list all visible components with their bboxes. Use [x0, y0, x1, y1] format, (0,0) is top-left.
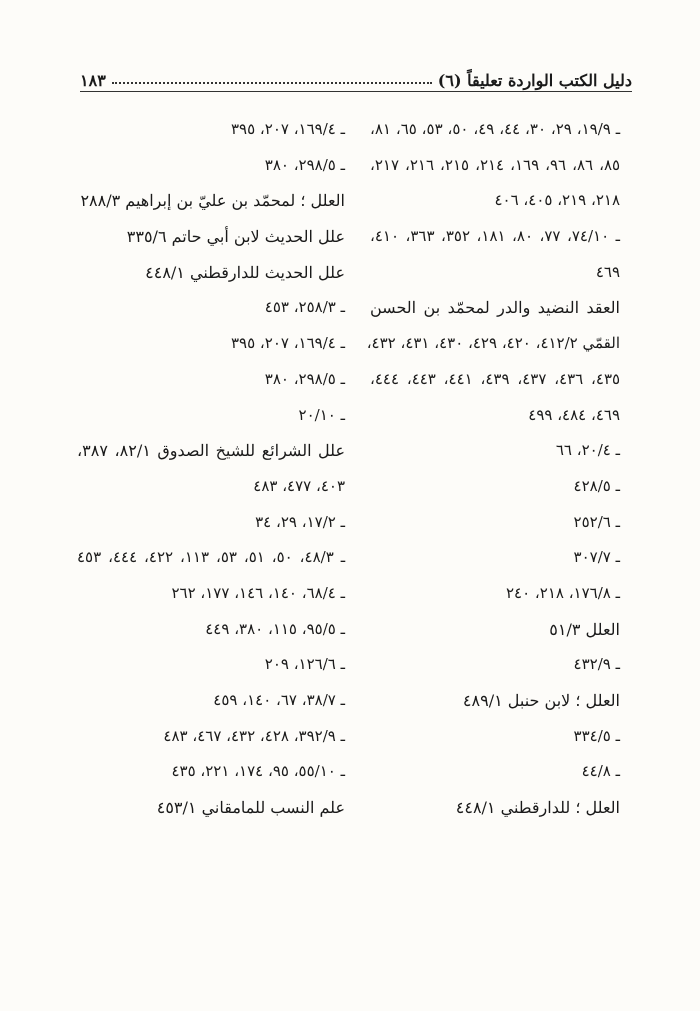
index-entry-line: ـ ١٦٩/٤، ٢٠٧، ٣٩٥: [230, 334, 345, 353]
index-entry-line: ـ ٢٠/١٠: [298, 405, 345, 424]
index-entry-line: ـ ٤٢٨/٥: [573, 476, 620, 495]
index-entry-line: ـ ٧٤/١٠، ٧٧، ٨٠، ١٨١، ٣٥٢، ٣٦٣، ٤١٠،: [370, 227, 621, 246]
leader-dots: [112, 81, 432, 84]
page-header: [80, 58, 632, 90]
index-column-left: [77, 112, 345, 826]
index-entry-line: ـ ١٢٦/٦، ٢٠٩: [264, 655, 345, 674]
index-entry-line: ـ ٢٥٢/٦: [573, 512, 620, 531]
index-entry-line: ٤٦٩، ٤٨٤، ٤٩٩: [528, 405, 620, 424]
index-entry-heading: علل الحديث لابن أبي حاتم ٣٣٥/٦: [126, 227, 345, 247]
index-entry-line: ٨٥، ٨٦، ٩٦، ١٦٩، ٢١٤، ٢١٥، ٢١٦، ٢١٧،: [370, 155, 621, 174]
header-rule: [80, 91, 632, 92]
index-entry-heading: علم النسب للمامقاني ٤٥٣/١: [156, 798, 345, 818]
index-entry-line: ـ ٣٨/٧، ٦٧، ١٤٠، ٤٥٩: [213, 691, 345, 709]
index-entry-line: ـ ٢٠/٤، ٦٦: [555, 441, 620, 460]
index-entry-line: ـ ١٩/٩، ٢٩، ٣٠، ٤٤، ٤٩، ٥٠، ٥٣، ٦٥، ٨١،: [370, 120, 621, 138]
index-entry-line: ـ ٩٥/٥، ١١٥، ٣٨٠، ٤٤٩: [205, 619, 345, 638]
index-entry-line: ٢١٨، ٢١٩، ٤٠٥، ٤٠٦: [494, 191, 620, 210]
index-entry-heading: العلل ؛ لمحمّد بن عليّ بن إبراهيم ٢٨٨/٣: [80, 191, 345, 211]
index-entry-heading: العلل ٥١/٣: [549, 619, 620, 639]
index-entry-line: القمّي ٤١٢/٢، ٤٢٠، ٤٢٩، ٤٣٠، ٤٣١، ٤٣٢،: [366, 334, 620, 353]
index-column-right: [366, 112, 621, 826]
index-entry-line: ـ ٤٣٢/٩: [573, 655, 620, 674]
index-entry-heading: العلل ؛ للدارقطني ٤٤٨/١: [455, 798, 620, 818]
index-entry-line: ـ ٢٥٨/٣، ٤٥٣: [264, 298, 345, 317]
index-entry-line: ـ ٤٨/٣، ٥٠، ٥١، ٥٣، ١١٣، ٤٢٢، ٤٤٤، ٤٥٣: [77, 548, 346, 567]
index-entry-line: ـ ٥٥/١٠، ٩٥، ١٧٤، ٢٢١، ٤٣٥: [171, 762, 345, 781]
index-entry-line: ـ ٢٩٨/٥، ٣٨٠: [264, 369, 345, 388]
page-number: ١٨٣: [80, 71, 106, 90]
index-entry-line: ـ ١٦٩/٤، ٢٠٧، ٣٩٥: [230, 120, 345, 138]
index-entry-heading: العقد النضيد والدر لمحمّد بن الحسن: [370, 298, 620, 318]
index-entry-line: ٤٣٥، ٤٣٦، ٤٣٧، ٤٣٩، ٤٤١، ٤٤٣، ٤٤٤،: [370, 369, 621, 388]
index-entry-line: ـ ٢٩٨/٥، ٣٨٠: [264, 155, 345, 174]
index-entry-line: ٤٦٩: [595, 262, 620, 281]
index-entry-heading: العلل ؛ لابن حنبل ٤٨٩/١: [462, 691, 620, 710]
index-entry-line: ـ ١٧/٢، ٢٩، ٣٤: [255, 512, 345, 531]
index-entry-line: ـ ٤٤/٨: [581, 762, 620, 781]
index-entry-heading: علل الحديث للدارقطني ٤٤٨/١: [145, 262, 345, 282]
index-entry-line: ـ ٣٣٤/٥: [573, 726, 620, 745]
index-entry-line: ـ ١٧٦/٨، ٢١٨، ٢٤٠: [505, 583, 620, 602]
index-entry-line: ٤٠٣، ٤٧٧، ٤٨٣: [253, 476, 345, 495]
running-title: دليل الكتب الواردة تعليقاً (٦): [437, 71, 632, 90]
index-entry-line: ـ ٦٨/٤، ١٤٠، ١٤٦، ١٧٧، ٢٦٢: [171, 583, 345, 602]
index-entry-heading: علل الشرائع للشيخ الصدوق ٨٢/١، ٣٨٧،: [77, 441, 346, 461]
index-entry-line: ـ ٣٠٧/٧: [573, 548, 620, 567]
index-entry-line: ـ ٣٩٢/٩، ٤٢٨، ٤٣٢، ٤٦٧، ٤٨٣: [163, 726, 345, 745]
